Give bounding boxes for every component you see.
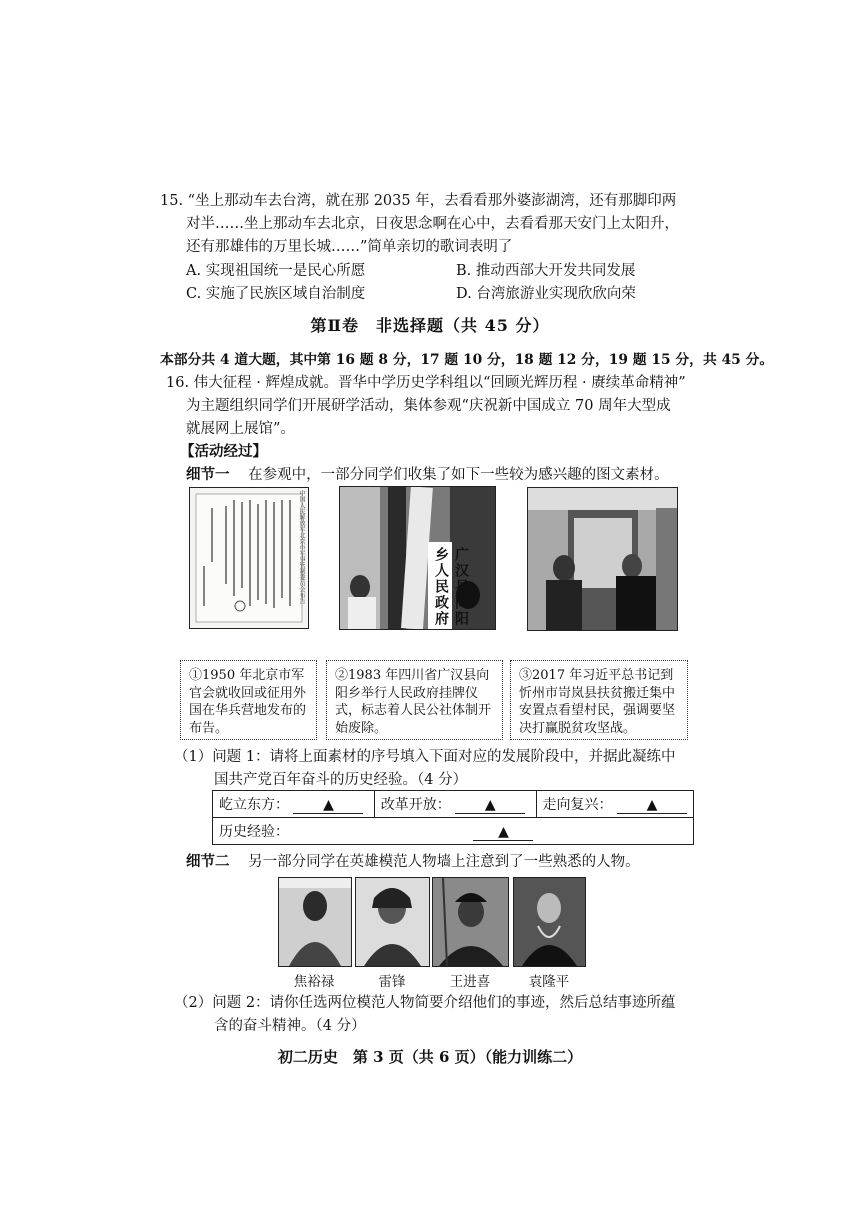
hero-portrait-3: [432, 877, 509, 967]
label-stand-east: 屹立东方：: [219, 797, 289, 813]
hero-name-2: 雷锋: [378, 974, 406, 990]
q16-line-2: 为主题组织同学们开展研学活动，集体参观“庆祝新中国成立 70 周年大型成: [186, 398, 671, 414]
q2-line-1: （2）问题 2：请你任选两位模范人物简要介绍他们的事迹，然后总结事迹所蕴: [174, 995, 676, 1011]
label-rejuvenation: 走向复兴：: [542, 797, 613, 813]
hero-name-1: 焦裕禄: [293, 974, 335, 990]
q15-option-b[interactable]: B. 推动西部大开发共同发展: [456, 263, 636, 279]
blank-stand-east[interactable]: ▲: [293, 797, 363, 814]
photo-2017-visit: [527, 487, 678, 631]
hero-name-4: 袁隆平: [528, 974, 570, 990]
q2-line-2: 含的奋斗精神。（4 分）: [214, 1018, 366, 1034]
q1-line-2: 国共产党百年奋斗的历史经验。（4 分）: [214, 772, 468, 788]
detail1-row: [186, 465, 669, 485]
answer-table: [212, 790, 694, 845]
label-history-experience: 历史经验：: [219, 824, 289, 840]
detail1-text: 在参观中，一部分同学们收集了如下一些较为感兴趣的图文素材。: [248, 467, 669, 483]
q1-line-1: （1）问题 1：请将上面素材的序号填入下面对应的发展阶段中，并据此凝练中: [174, 749, 676, 765]
q15-line-1: 15. “坐上那动车去台湾，就在那 2035 年，去看看那外婆澎湖湾，还有那脚印两: [160, 193, 677, 209]
q15-line-3: 还有那雄伟的万里长城……”简单亲切的歌词表明了: [186, 239, 513, 255]
hero-portrait-1: [278, 877, 352, 967]
caption-1: ①1950 年北京市军官会就收回或征用外国在华兵营地发布的布告。: [180, 660, 317, 740]
hero-portrait-2: [355, 877, 430, 967]
caption-3: ③2017 年习近平总书记到忻州市岢岚县扶贫搬迁集中安置点看望村民，强调要坚决打赢脱贫攻坚战。: [510, 660, 688, 740]
cell-rejuvenation[interactable]: [536, 791, 693, 818]
q15-line-2: 对半……坐上那动车去北京，日夜思念啊在心中，去看看那天安门上太阳升，: [186, 216, 679, 232]
signboard-image: [340, 487, 495, 629]
hero-name-3: 王进喜: [449, 974, 491, 990]
photo-1950-proclamation: [189, 487, 309, 629]
proclamation-text: 中国人民解放军北京市军事管制委员会布告: [298, 490, 305, 604]
page-footer: 初二历史 第 3 页（共 6 页）（能力训练二）: [277, 1048, 583, 1066]
blank-history-experience[interactable]: ▲: [473, 824, 533, 841]
q15-option-a[interactable]: A. 实现祖国统一是民心所愿: [186, 263, 366, 279]
q16-line-1: 16. 伟大征程 · 辉煌成就。晋华中学历史学科组以“回顾光辉历程 · 赓续革命精神”: [166, 375, 686, 391]
blank-reform[interactable]: ▲: [455, 797, 525, 814]
hero-portrait-4: [513, 877, 586, 967]
detail2-label: 细节二: [186, 853, 230, 870]
part2-title: 第Ⅱ卷 非选择题（共 45 分）: [310, 316, 550, 335]
q15-option-d[interactable]: D. 台湾旅游业实现欣欣向荣: [456, 286, 636, 302]
q16-line-3: 就展网上展馆”。: [186, 421, 295, 437]
detail2-row: [186, 852, 640, 872]
cell-reform[interactable]: [374, 791, 536, 818]
blank-rejuvenation[interactable]: ▲: [617, 797, 687, 814]
cell-stand-east[interactable]: [213, 791, 375, 818]
detail1-label: 细节一: [186, 466, 230, 483]
part2-intro: 本部分共 4 道大题，其中第 16 题 8 分，17 题 10 分，18 题 12 分，19 题 15 分，共 45 分。: [160, 352, 774, 368]
detail2-text: 另一部分同学在英雄模范人物墙上注意到了一些熟悉的人物。: [248, 854, 640, 870]
cell-history-experience[interactable]: [213, 818, 694, 845]
signboard-text: 广汉县向阳乡人民政府: [433, 547, 469, 627]
proclamation-image: [190, 488, 308, 628]
activity-heading: 【活动经过】: [180, 443, 267, 460]
photo-1983-signboard: [339, 486, 496, 630]
q15-option-c[interactable]: C. 实施了民族区域自治制度: [186, 286, 366, 302]
label-reform: 改革开放：: [380, 797, 451, 813]
visit-image: [528, 488, 677, 630]
caption-2: ②1983 年四川省广汉县向阳乡举行人民政府挂牌仪式，标志着人民公社体制开始废除。: [326, 660, 503, 740]
